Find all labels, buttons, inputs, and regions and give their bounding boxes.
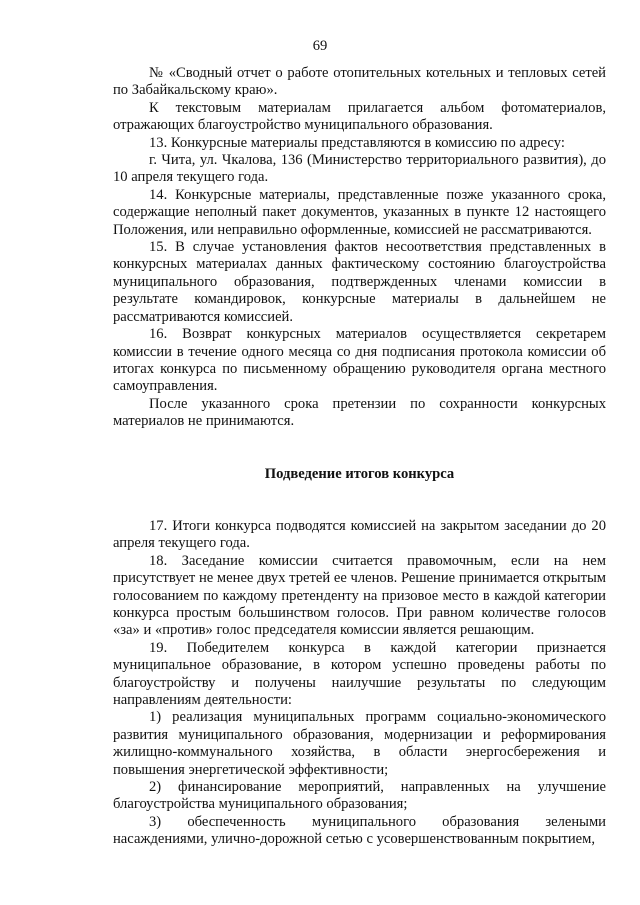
paragraph-14: 14. Конкурсные материалы, представленные позже указанного срока, содержащие неполный пакет документов, указанных в пункте 12 настоящего Положения, или неправильно оформленные, комиссией не рассматриваются.: [113, 186, 606, 238]
paragraph-13: 13. Конкурсные материалы представляются в комиссию по адресу:: [149, 134, 565, 151]
paragraph-photo-album: К текстовым материалам прилагается альбом фотоматериалов, отражающих благоустройство муниципального образования.: [113, 99, 606, 134]
spacer: [113, 431, 606, 466]
paragraph-claims: После указанного срока претензии по сохранности конкурсных материалов не принимаются.: [113, 395, 606, 430]
page-number: 69: [312, 38, 328, 54]
paragraph-report-title: № «Сводный отчет о работе отопительных котельных и тепловых сетей по Забайкальскому краю».: [113, 65, 606, 99]
paragraph-19: 19. Победителем конкурса в каждой категории признается муниципальное образование, в котором успешно проведены работы по благоустройству и получены наилучшие результаты по следующим направлениям деятельности:: [113, 639, 606, 708]
paragraph-15: 15. В случае установления фактов несоответствия представленных в конкурсных материалах данных фактическому состоянию благоустройства муниципального образования, подтвержденных членами комиссии в результате командировок, конкурсные материалы в дальнейшем не рассматриваются комиссией.: [113, 239, 606, 325]
list-item-3: 3) обеспеченность муниципального образования зелеными насаждениями, улично-дорожной сетью с усовершенствованным покрытием,: [113, 813, 606, 848]
paragraph-16: 16. Возврат конкурсных материалов осуществляется секретарем комиссии в течение одного месяца со дня подписания протокола комиссии об итогах конкурса по письменному обращению руководителя органа местного самоуправления.: [113, 326, 606, 395]
paragraph-address: г. Чита, ул. Чкалова, 136 (Министерство территориального развития), до 10 апреля текущего года.: [113, 152, 606, 186]
list-item-2: 2) финансирование мероприятий, направленных на улучшение благоустройства муниципального образования;: [113, 779, 606, 813]
spacer: [113, 483, 606, 518]
paragraphs-top: [113, 65, 606, 431]
section-heading: Подведение итогов конкурса: [264, 465, 455, 482]
list-item-1: 1) реализация муниципальных программ социально-экономического развития муниципального образования, модернизации и реформирования жилищно-коммунального хозяйства, в области энергосбережения и повышения энергетической эффективности;: [113, 709, 606, 778]
paragraphs-bottom: [113, 518, 606, 849]
paragraph-18: 18. Заседание комиссии считается правомочным, если на нем присутствует не менее двух третей ее членов. Решение принимается открытым голосованием по каждому претенденту на призовое место в каждой категории конкурса простым большинством голосов. При равном количестве голосов «за» и «против» голос председателя комиссии является решающим.: [113, 552, 606, 639]
paragraph-17: 17. Итоги конкурса подводятся комиссией на закрытом заседании до 20 апреля текущего года.: [113, 517, 606, 552]
document-body: [113, 65, 606, 849]
